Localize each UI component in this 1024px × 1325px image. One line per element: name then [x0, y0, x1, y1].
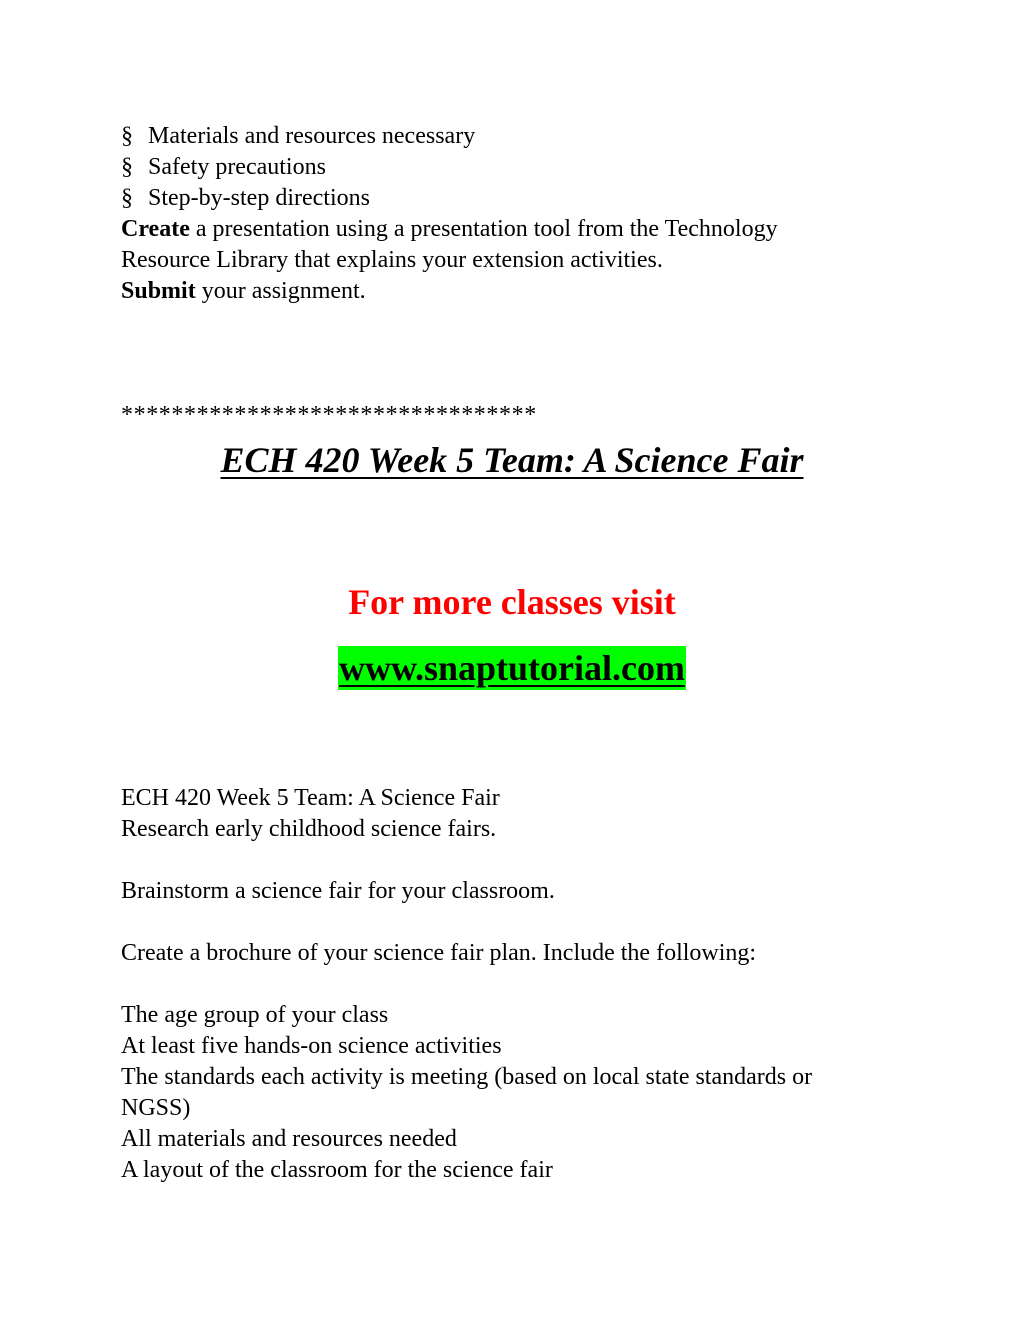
- section-sign-icon: §: [121, 185, 133, 211]
- separator-stars: *********************************: [121, 402, 537, 428]
- body-heading: ECH 420 Week 5 Team: A Science Fair: [121, 785, 500, 811]
- assignment-body: [121, 783, 921, 1186]
- submit-instruction: Submit your assignment.: [121, 278, 366, 304]
- requirement-item: NGSS): [121, 1095, 191, 1121]
- intro-section: [121, 121, 921, 307]
- bullet-item: § Safety precautions: [121, 152, 921, 183]
- page-title: ECH 420 Week 5 Team: A Science Fair: [220, 440, 804, 480]
- create-instruction-continued: Resource Library that explains your extension activities.: [121, 247, 663, 273]
- requirement-item: At least five hands-on science activities: [121, 1033, 502, 1059]
- create-label: Create: [121, 216, 190, 242]
- requirement-item: A layout of the classroom for the science fair: [121, 1157, 553, 1183]
- section-sign-icon: §: [121, 123, 133, 149]
- bullet-item: § Step-by-step directions: [121, 183, 921, 214]
- section-sign-icon: §: [121, 154, 133, 180]
- body-line: Create a brochure of your science fair plan. Include the following:: [121, 940, 757, 966]
- promo-link-wrapper: [0, 646, 1024, 690]
- create-instruction: Create a presentation using a presentation tool from the Technology: [121, 216, 778, 242]
- requirement-item: The standards each activity is meeting (based on local state standards or: [121, 1064, 813, 1090]
- submit-label: Submit: [121, 278, 196, 304]
- requirement-item: The age group of your class: [121, 1002, 389, 1028]
- snaptutorial-link[interactable]: www.snaptutorial.com: [338, 648, 685, 688]
- body-line: Brainstorm a science fair for your classroom.: [121, 878, 555, 904]
- bullet-item: § Materials and resources necessary: [121, 121, 921, 152]
- body-line: Research early childhood science fairs.: [121, 816, 497, 842]
- requirement-item: All materials and resources needed: [121, 1126, 457, 1152]
- promo-text: For more classes visit: [348, 582, 676, 622]
